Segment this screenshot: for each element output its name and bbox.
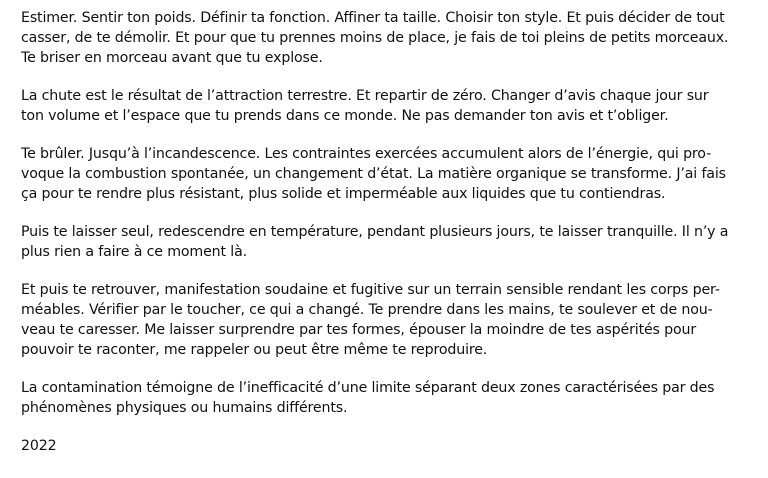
text-document	[21, 8, 755, 456]
paragraph-5: Et puis te retrouver, manifestation soudaine et fugitive sur un terrain sensible rendant les corps per- méables. Vérifier par le toucher, ce qui a changé. Te prendre dans les mains, te soulever et de nou- veau te caresser. Me laisser surprendre par tes formes, épouser la moindre de tes aspérités pour pouvoir te raconter, me rappeler ou peut être même te reproduire.	[21, 282, 720, 358]
year-label: 2022	[21, 438, 57, 454]
paragraph-1: Estimer. Sentir ton poids. Définir ta fonction. Affiner ta taille. Choisir ton style. Et puis décider de tout casser, de te démolir. Et pour que tu prennes moins de place, je fais de toi pleins de petits morceaux. Te briser en morceau avant que tu explose.	[21, 10, 729, 66]
paragraph-6: La contamination témoigne de l’inefficacité d’une limite séparant deux zones caractérisées par des phénomènes physiques ou humains différents.	[21, 380, 715, 416]
paragraph-2: La chute est le résultat de l’attraction terrestre. Et repartir de zéro. Changer d’avis chaque jour sur ton volume et l’espace que tu prends dans ce monde. Ne pas demander ton avis et t’obliger.	[21, 88, 709, 124]
paragraph-3: Te brûler. Jusqu’à l’incandescence. Les contraintes exercées accumulent alors de l’énergie, qui pro- voque la combustion spontanée, un changement d’état. La matière organique se transforme. J’ai fais ça pour te rendre plus résistant, plus solide et imperméable aux liquides que tu contiendras.	[21, 146, 726, 202]
paragraph-4: Puis te laisser seul, redescendre en température, pendant plusieurs jours, te laisser tranquille. Il n’y a plus rien a faire à ce moment là.	[21, 224, 729, 260]
